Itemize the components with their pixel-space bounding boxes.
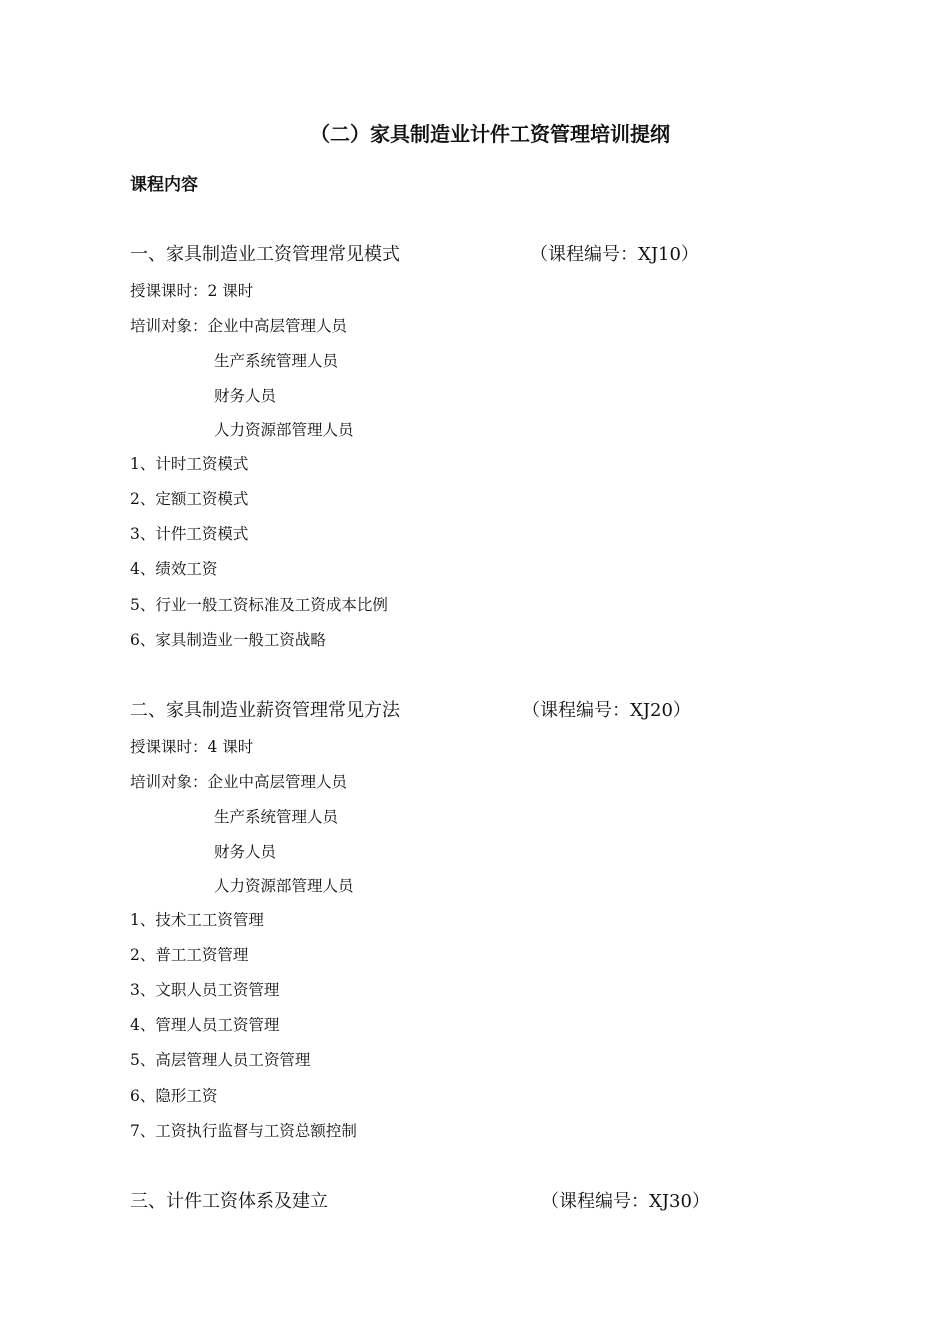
section-1-audience-item: 财务人员 xyxy=(214,387,277,405)
section-1-list-item: 3、计件工资模式 xyxy=(130,525,249,543)
section-3-heading: 三、计件工资体系及建立 xyxy=(130,1191,328,1212)
section-1-list-item: 5、行业一般工资标准及工资成本比例 xyxy=(130,596,388,614)
section-2-heading: 二、家具制造业薪资管理常见方法 xyxy=(130,700,400,721)
section-2-audience-item: 财务人员 xyxy=(214,843,277,861)
section-2-list-item: 2、普工工资管理 xyxy=(130,946,249,964)
section-2-audience-item: 生产系统管理人员 xyxy=(214,808,339,826)
section-1-hours: 授课课时：2 课时 xyxy=(130,282,254,300)
section-2-list-item: 4、管理人员工资管理 xyxy=(130,1016,280,1034)
section-1-audience-item: 生产系统管理人员 xyxy=(214,352,339,370)
section-2-list-item: 7、工资执行监督与工资总额控制 xyxy=(130,1122,357,1140)
section-1-audience: 培训对象：企业中高层管理人员 xyxy=(130,317,348,335)
section-1-list-item: 4、绩效工资 xyxy=(130,560,218,578)
section-2-list-item: 3、文职人员工资管理 xyxy=(130,981,280,999)
section-1-list-item: 6、家具制造业一般工资战略 xyxy=(130,631,326,649)
section-2-list-item: 1、技术工工资管理 xyxy=(130,911,264,929)
section-1-heading: 一、家具制造业工资管理常见模式 xyxy=(130,244,400,265)
section-1-code: （课程编号：XJ10） xyxy=(530,244,699,265)
section-1-list-item: 1、计时工资模式 xyxy=(130,455,249,473)
section-2-audience-item: 人力资源部管理人员 xyxy=(214,877,354,895)
section-2-hours: 授课课时：4 课时 xyxy=(130,738,254,756)
section-3-code: （课程编号：XJ30） xyxy=(541,1191,710,1212)
section-1-audience-item: 人力资源部管理人员 xyxy=(214,421,354,439)
section-2-list-item: 6、隐形工资 xyxy=(130,1087,218,1105)
section-subtitle: 课程内容 xyxy=(130,175,198,195)
section-2-code: （课程编号：XJ20） xyxy=(522,700,691,721)
section-2-list-item: 5、高层管理人员工资管理 xyxy=(130,1051,311,1069)
section-2-audience: 培训对象：企业中高层管理人员 xyxy=(130,773,348,791)
section-1-list-item: 2、定额工资模式 xyxy=(130,490,249,508)
document-title: （二）家具制造业计件工资管理培训提纲 xyxy=(310,122,670,146)
